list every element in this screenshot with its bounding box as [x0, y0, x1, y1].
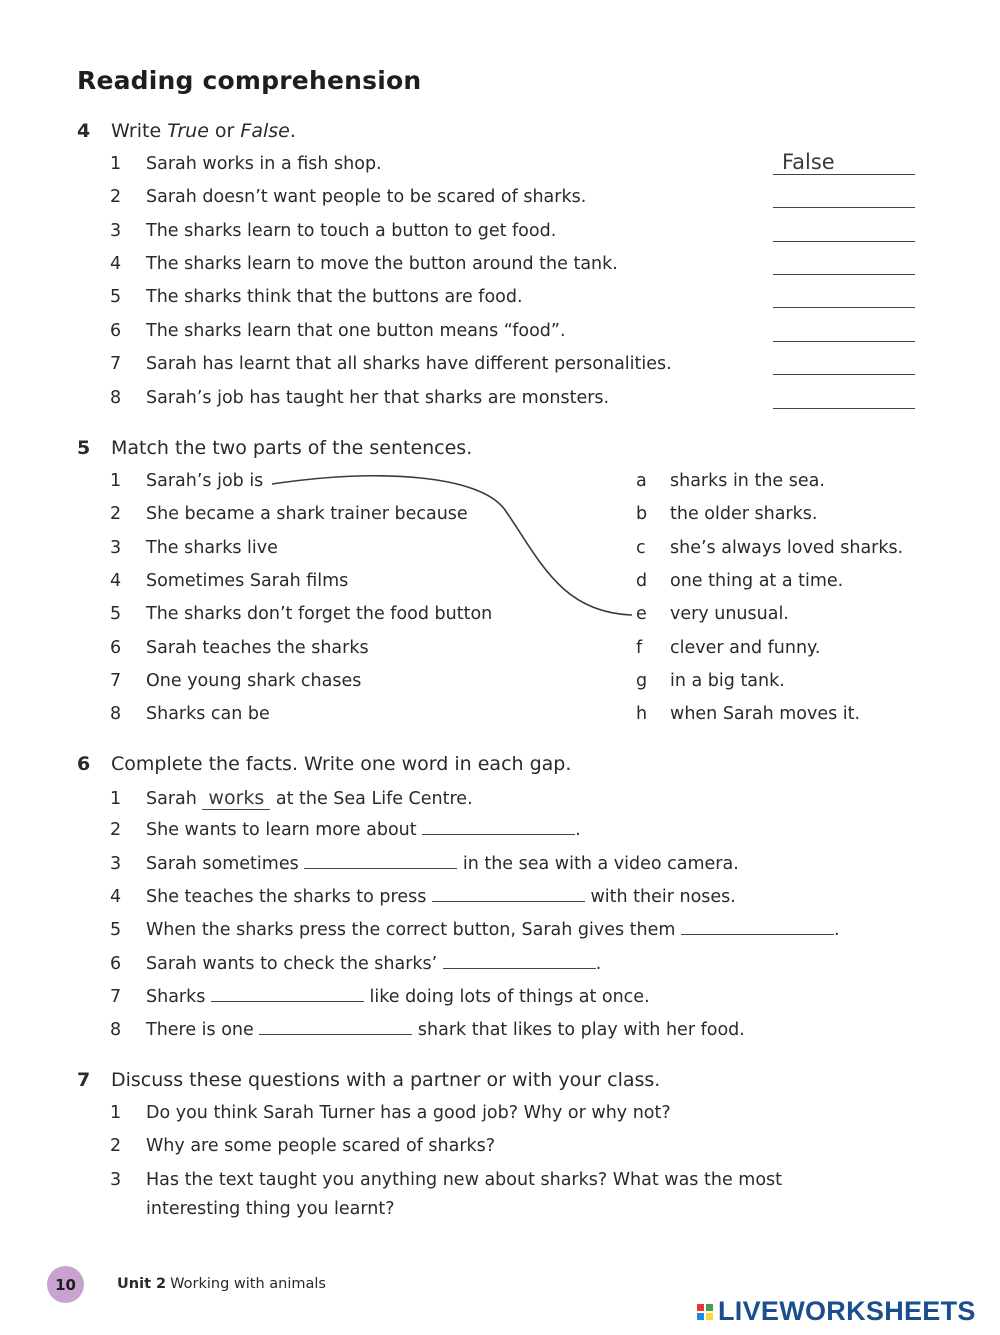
text-after-gap: . [595, 954, 602, 974]
item-letter: e [636, 604, 647, 624]
item-letter: b [636, 504, 648, 524]
text-before-gap: Sarah [146, 789, 203, 809]
item-text: The sharks learn that one button means “food”. [146, 321, 566, 341]
gap-fill-item [110, 820, 581, 840]
item-text: Sarah has learnt that all sharks have different personalities. [146, 354, 672, 374]
text-before-gap: There is one [146, 1020, 260, 1040]
item-text: The sharks learn to touch a button to get food. [146, 221, 557, 241]
item-text: Sarah works in a fish shop. [146, 154, 382, 174]
item-number: 5 [110, 604, 122, 624]
item-number: 6 [110, 638, 122, 658]
text-after-gap: in the sea with a video camera. [457, 854, 739, 874]
page-title: Reading comprehension [77, 66, 422, 95]
item-number: 1 [110, 789, 122, 809]
item-text: Has the text taught you anything new about sharks? What was the most [146, 1170, 783, 1190]
text-before-gap: Sarah wants to check the sharks’ [146, 954, 443, 974]
discussion-question [110, 1170, 782, 1190]
item-text: sharks in the sea. [670, 471, 825, 491]
item-number: 8 [110, 1020, 122, 1040]
item-number: 2 [110, 504, 122, 524]
item-text: The sharks think that the buttons are food. [146, 287, 523, 307]
item-letter: g [636, 671, 648, 691]
item-number: 8 [110, 388, 122, 408]
item-number: 7 [110, 671, 122, 691]
item-letter: h [636, 704, 648, 724]
discussion-question-continued: interesting thing you learnt? [146, 1199, 395, 1219]
gap-blank[interactable] [304, 854, 457, 869]
item-text: Sharks can be [146, 704, 270, 724]
gap-blank[interactable] [211, 987, 364, 1002]
item-letter: d [636, 571, 648, 591]
page-number: 10 [47, 1266, 84, 1303]
item-number: 7 [110, 987, 122, 1007]
item-text: The sharks live [146, 538, 278, 558]
item-letter: c [636, 538, 646, 558]
item-text: Why are some people scared of sharks? [146, 1136, 496, 1156]
gap-filled[interactable]: works [202, 787, 270, 810]
item-number: 4 [110, 887, 122, 907]
item-number: 1 [110, 471, 122, 491]
discussion-question [110, 1103, 671, 1123]
item-number: 1 [110, 1103, 122, 1123]
item-number: 7 [110, 354, 122, 374]
item-text: Sarah doesn’t want people to be scared of sharks. [146, 187, 587, 207]
item-number: 4 [110, 254, 122, 274]
gap-fill-item [110, 854, 739, 874]
item-number: 6 [110, 954, 122, 974]
item-number: 8 [110, 704, 122, 724]
ex5-instruction: 5 Match the two parts of the sentences. [77, 437, 473, 459]
gap-fill-item [110, 787, 473, 809]
ex4-number: 4 [77, 120, 91, 142]
item-letter: a [636, 471, 647, 491]
gap-blank[interactable] [432, 887, 585, 902]
logo-icon [697, 1304, 713, 1320]
ex7-instruction: 7 Discuss these questions with a partner or with your class. [77, 1069, 661, 1091]
text-before-gap: When the sharks press the correct button, Sarah gives them [146, 920, 681, 940]
item-text: when Sarah moves it. [670, 704, 861, 724]
gap-blank[interactable] [443, 954, 596, 969]
item-text: she’s always loved sharks. [670, 538, 904, 558]
text-after-gap: shark that likes to play with her food. [412, 1020, 745, 1040]
item-text: One young shark chases [146, 671, 362, 691]
text-before-gap: Sharks [146, 987, 211, 1007]
gap-fill-item [110, 954, 601, 974]
gap-blank[interactable] [681, 920, 834, 935]
gap-blank[interactable] [422, 820, 575, 835]
item-number: 2 [110, 187, 122, 207]
footer-unit: Unit 2 Working with animals [117, 1276, 326, 1292]
item-text: the older sharks. [670, 504, 818, 524]
gap-blank[interactable] [259, 1020, 412, 1035]
item-letter: f [636, 638, 643, 658]
item-number: 2 [110, 820, 122, 840]
gap-fill-item [110, 920, 840, 940]
gap-fill-item [110, 1020, 745, 1040]
text-after-gap: with their noses. [584, 887, 736, 907]
discussion-question [110, 1136, 495, 1156]
gap-fill-item [110, 887, 736, 907]
item-number: 4 [110, 571, 122, 591]
liveworksheets-logo: LIVEWORKSHEETS [697, 1296, 976, 1327]
gap-fill-item [110, 987, 650, 1007]
ex4-instruction: 4 Write True or False. [77, 120, 296, 142]
text-before-gap: Sarah sometimes [146, 854, 305, 874]
text-before-gap: She wants to learn more about [146, 820, 423, 840]
item-text: in a big tank. [670, 671, 785, 691]
item-text: She became a shark trainer because [146, 504, 468, 524]
text-after-gap: . [834, 920, 840, 940]
item-number: 3 [110, 538, 122, 558]
item-text: clever and funny. [670, 638, 821, 658]
item-text: Sarah’s job is [146, 471, 264, 491]
item-number: 6 [110, 321, 122, 341]
item-number: 1 [110, 154, 122, 174]
item-text: The sharks learn to move the button around the tank. [146, 254, 618, 274]
item-number: 2 [110, 1136, 122, 1156]
item-text: Do you think Sarah Turner has a good job? Why or why not? [146, 1103, 671, 1123]
item-text: Sarah teaches the sharks [146, 638, 369, 658]
item-text: The sharks don’t forget the food button [146, 604, 493, 624]
text-after-gap: like doing lots of things at once. [363, 987, 650, 1007]
item-number: 3 [110, 221, 122, 241]
item-number: 5 [110, 287, 122, 307]
item-text: Sometimes Sarah films [146, 571, 349, 591]
text-before-gap: She teaches the sharks to press [146, 887, 432, 907]
item-number: 5 [110, 920, 122, 940]
item-number: 3 [110, 854, 122, 874]
item-text: one thing at a time. [670, 571, 844, 591]
item-text: very unusual. [670, 604, 789, 624]
ex6-instruction: 6 Complete the facts. Write one word in each gap. [77, 753, 572, 775]
text-after-gap: at the Sea Life Centre. [270, 789, 473, 809]
text-after-gap: . [575, 820, 581, 840]
answer-1-filled[interactable]: False [782, 150, 835, 174]
item-text: Sarah’s job has taught her that sharks are monsters. [146, 388, 610, 408]
item-number: 3 [110, 1170, 122, 1190]
